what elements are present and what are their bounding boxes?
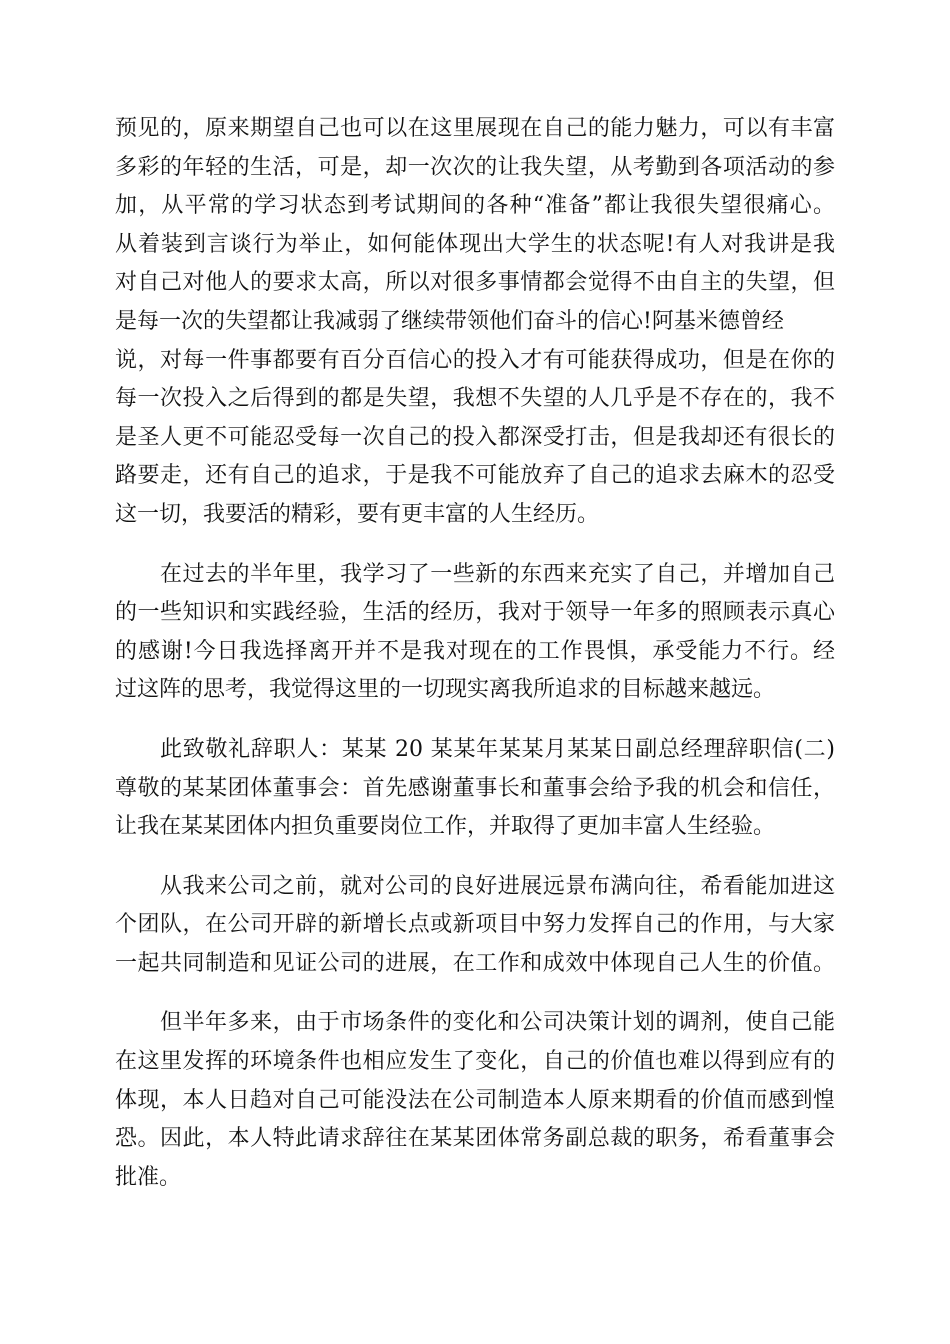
paragraph-line: 恐。因此，本人特此请求辞往在某某团体常务副总裁的职务，希看董事会 — [115, 1126, 835, 1152]
paragraph-line: 的一些知识和实践经验，生活的经历，我对于领导一年多的照顾表示真心 — [115, 600, 835, 626]
paragraph-3 — [115, 731, 835, 847]
paragraph-line: 的感谢!今日我选择离开并不是我对现在的工作畏惧，承受能力不行。经 — [115, 638, 835, 664]
paragraph-line: 尊敬的某某团体董事会：首先感谢董事长和董事会给予我的机会和信任， — [115, 775, 835, 801]
paragraph-line: 这一切，我要活的精彩，要有更丰富的人生经历。 — [115, 501, 600, 527]
paragraph-line: 每一次投入之后得到的都是失望，我想不失望的人几乎是不存在的，我不 — [115, 386, 835, 412]
paragraph-1 — [115, 110, 835, 535]
paragraph-line: 个团队，在公司开辟的新增长点或新项目中努力发挥自己的作用，与大家 — [115, 912, 835, 938]
paragraph-line: 体现，本人日趋对自己可能没法在公司制造本人原来期看的价值而感到惶 — [115, 1087, 835, 1113]
paragraph-line: 从我来公司之前，就对公司的良好进展远景布满向往，希看能加进这 — [160, 873, 835, 899]
paragraph-line: 但半年多来，由于市场条件的变化和公司决策计划的调剂，使自己能 — [160, 1010, 835, 1036]
paragraph-line: 此致敬礼辞职人：某某 20 某某年某某月某某日副总经理辞职信(二) — [160, 736, 835, 762]
paragraph-line: 是每一次的失望都让我减弱了继续带领他们奋斗的信心!阿基米德曾经 — [115, 308, 784, 334]
paragraph-line: 预见的，原来期望自己也可以在这里展现在自己的能力魅力，可以有丰富 — [115, 116, 835, 141]
paragraph-5 — [115, 1004, 835, 1197]
paragraph-line: 是圣人更不可能忍受每一次自己的投入都深受打击，但是我却还有很长的 — [115, 424, 835, 450]
paragraph-line: 路要走，还有自己的追求，于是我不可能放弃了自己的追求去麻木的忍受 — [115, 463, 835, 489]
paragraph-2 — [115, 556, 835, 710]
paragraph-line: 批准。 — [115, 1164, 182, 1190]
paragraph-line: 多彩的年轻的生活，可是，却一次次的让我失望，从考勤到各项活动的参 — [115, 154, 835, 180]
document-body — [115, 110, 835, 1218]
paragraph-line: 在这里发挥的环境条件也相应发生了变化，自己的价值也难以得到应有的 — [115, 1049, 835, 1075]
paragraph-line: 过这阵的思考，我觉得这里的一切现实离我所追求的目标越来越远。 — [115, 677, 776, 703]
paragraph-line: 说，对每一件事都要有百分百信心的投入才有可能获得成功，但是在你的 — [115, 347, 835, 373]
paragraph-line: 加，从平常的学习状态到考试期间的各种“准备”都让我很失望很痛心。 — [115, 193, 835, 219]
paragraph-line: 让我在某某团体内担负重要岗位工作，并取得了更加丰富人生经验。 — [115, 814, 776, 840]
paragraph-line: 在过去的半年里，我学习了一些新的东西来充实了自己，并增加自己 — [160, 561, 835, 587]
paragraph-4 — [115, 868, 835, 984]
paragraph-line: 一起共同制造和见证公司的进展，在工作和成效中体现自己人生的价值。 — [115, 950, 835, 976]
paragraph-line: 对自己对他人的要求太高，所以对很多事情都会觉得不由自主的失望，但 — [115, 270, 835, 296]
paragraph-line: 从着装到言谈行为举止，如何能体现出大学生的状态呢!有人对我讲是我 — [115, 231, 835, 257]
